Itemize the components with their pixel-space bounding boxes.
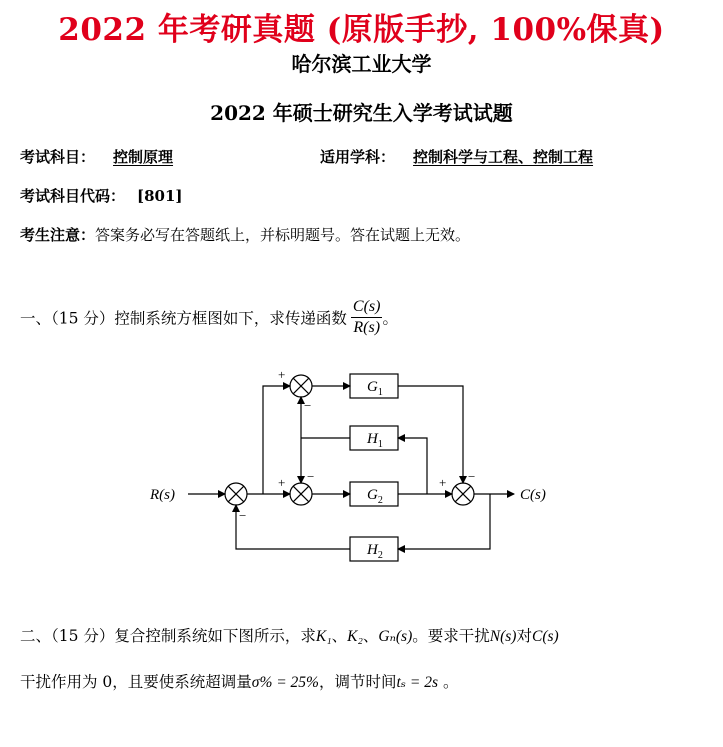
banner-title: 2022 年考研真题 (原版手抄, 100%保真) bbox=[58, 12, 665, 48]
code-label: 考试科目代码： bbox=[20, 187, 126, 205]
block-diagram bbox=[0, 360, 723, 580]
q1-frac-numerator: C(s) bbox=[351, 298, 383, 318]
notice-row bbox=[20, 224, 470, 245]
sign-minus: − bbox=[239, 508, 247, 523]
discipline-value: 控制科学与工程、控制工程 bbox=[413, 148, 594, 166]
q2-text-e: ，调节时间 bbox=[318, 673, 397, 691]
question-1 bbox=[20, 298, 398, 337]
q1-text: 一、（15 分）控制系统方框图如下，求传递函数 bbox=[20, 309, 347, 328]
q2-k2: K₂ bbox=[347, 628, 363, 645]
subject-label: 考试科目： bbox=[20, 148, 96, 166]
code-row bbox=[20, 185, 183, 206]
notice-text: 答案务必写在答题纸上，并标明题号。答在试题上无效。 bbox=[95, 226, 471, 244]
q2-sep-1: 、 bbox=[331, 627, 348, 645]
sign-minus: − bbox=[468, 469, 476, 484]
discipline-row bbox=[320, 146, 609, 167]
subject-row bbox=[20, 146, 183, 167]
code-value: [801] bbox=[137, 187, 183, 205]
q2-text-b: 。要求干扰 bbox=[412, 627, 490, 645]
q2-text-c: 对 bbox=[516, 627, 532, 645]
notice-label: 考生注意： bbox=[20, 226, 96, 244]
sign-minus: − bbox=[304, 398, 312, 413]
q2-text-d: 干扰作用为 0，且要使系统超调量 bbox=[20, 673, 252, 691]
exam-title: 2022 年硕士研究生入学考试试题 bbox=[210, 101, 513, 125]
question-2-line-2 bbox=[20, 670, 458, 692]
block-g1-label: $G_1$ bbox=[367, 379, 383, 398]
q2-text-f: 。 bbox=[438, 673, 459, 691]
q1-tail: 。 bbox=[382, 309, 398, 328]
sign-plus: + bbox=[278, 475, 286, 490]
sign-plus: + bbox=[439, 475, 447, 490]
q2-sigma: σ% = 25% bbox=[251, 674, 319, 691]
q2-cs: C(s) bbox=[531, 628, 559, 645]
block-h1-label: $H_1$ bbox=[367, 431, 383, 450]
q1-fraction bbox=[351, 298, 383, 337]
discipline-label: 适用学科： bbox=[320, 148, 396, 166]
block-h2-label: $H_2$ bbox=[367, 542, 383, 561]
q1-frac-denominator: R(s) bbox=[353, 319, 381, 336]
sign-plus: + bbox=[278, 367, 286, 382]
q2-ts: tₛ = 2s bbox=[396, 674, 439, 691]
question-2-line-1 bbox=[20, 624, 559, 646]
school-name: 哈尔滨工业大学 bbox=[291, 52, 432, 76]
subject-value: 控制原理 bbox=[113, 148, 174, 166]
block-g2-label: $G_2$ bbox=[367, 487, 383, 506]
q2-k1: K₁ bbox=[315, 628, 332, 645]
input-label: R(s) bbox=[150, 487, 175, 503]
q2-text-a: 二、（15 分）复合控制系统如下图所示，求 bbox=[20, 627, 316, 645]
q2-gn: Gₙ(s) bbox=[378, 628, 413, 645]
q2-sep-2: 、 bbox=[362, 627, 379, 645]
q2-ns: N(s) bbox=[489, 628, 517, 645]
sign-minus: − bbox=[307, 469, 315, 484]
output-label: C(s) bbox=[520, 487, 546, 503]
